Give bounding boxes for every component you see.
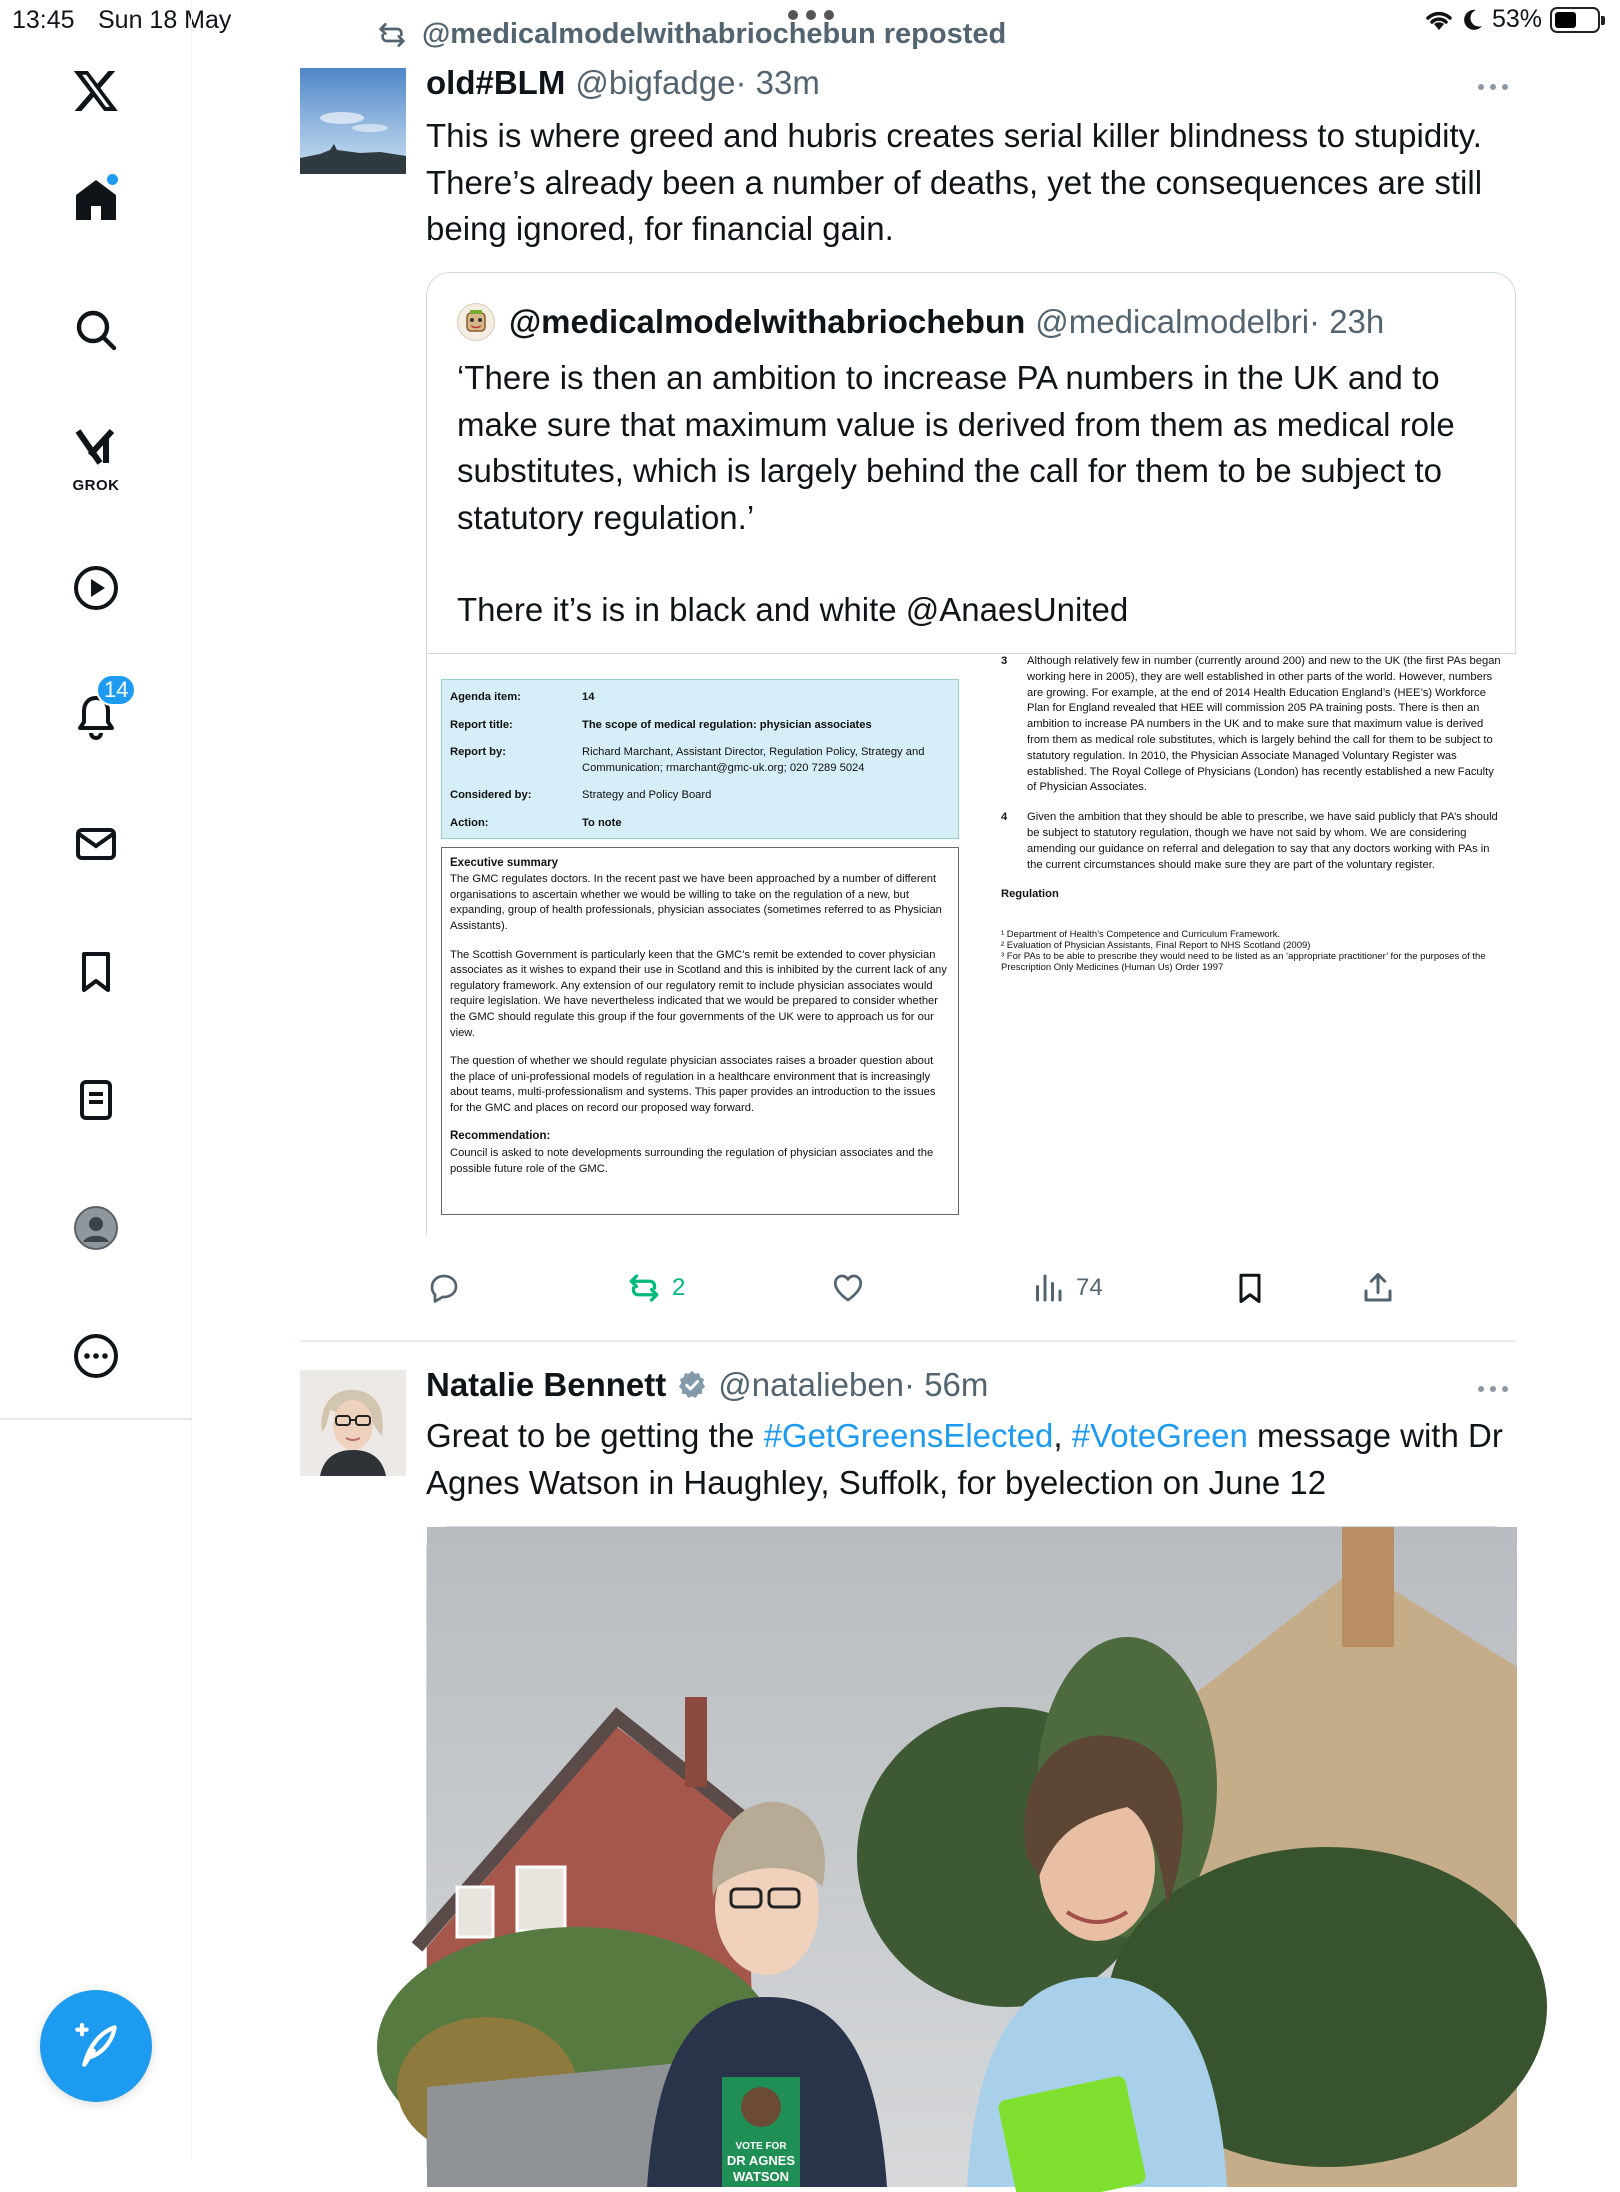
doc-meta-value: The scope of medical regulation: physician associates [582,718,872,731]
home-icon[interactable] [66,170,126,230]
doc-footnote: ³ For PAs to be able to prescribe they would need to be listed as an ‘appropriate practitioner’ for the purposes of the Prescription Only Medicines (Human Us) Order 1997 [1001,951,1486,974]
post-text-part: message with Dr Agnes Watson in Haughley, Suffolk, for byelection on June 12 [426,1417,1503,1501]
compose-post-icon [68,2018,124,2074]
reply-button[interactable] [426,1270,462,1306]
wifi-icon [1424,8,1454,32]
x-logo-icon[interactable] [66,60,126,120]
post-actions [426,1270,1426,1318]
moon-icon [1462,8,1484,32]
doc-meta-value: 14 [582,691,595,703]
grok-icon[interactable] [66,424,126,494]
doc-meta-key: Report by: [450,746,506,759]
notifications-bell-icon[interactable] [66,677,129,746]
doc-meta-key: Agenda item: [450,691,521,703]
hashtag-link[interactable]: #VoteGreen [1071,1417,1248,1454]
leaflet-text: WATSON [732,2169,790,2184]
doc-meta-key: Action: [450,816,489,829]
doc-summary-heading: Executive summary [450,856,559,869]
lists-icon[interactable] [66,1070,126,1130]
grok-label: GROK [72,477,120,494]
search-icon[interactable] [66,300,126,360]
post-text-part: , [1053,1417,1072,1454]
hashtag-link[interactable]: #GetGreensElected [763,1417,1054,1454]
document-page-right [1001,654,1501,973]
repost-button[interactable] [626,1270,685,1306]
doc-meta-key: Report title: [450,718,513,731]
status-date: Sun 18 May [98,6,232,34]
share-button[interactable] [1360,1270,1396,1306]
doc-summary-paragraph: The question of whether we should regulate physician associates raises a broader question about the place of uni-professional models of regulation in a healthcare environment that is increasingly about teams, multi-professionalism and systems. This paper provides an introduction to the issues for the GMC and places on record our proposed way forward. [450,1055,936,1114]
quoted-display-name[interactable]: @medicalmodelwithabriochebun [509,303,1026,340]
avatar[interactable] [300,1370,406,1476]
post-header [426,64,820,102]
doc-para-number: 4 [1001,811,1008,824]
user-handle[interactable]: @bigfadge [575,64,736,101]
doc-para-number: 3 [1001,655,1008,667]
document-page-left [441,679,959,1215]
doc-meta-value: To note [582,816,622,829]
document-image[interactable] [427,653,1517,1255]
compose-post-button[interactable] [40,1990,152,2102]
messages-envelope-icon[interactable] [66,814,126,874]
more-options-icon[interactable] [1478,1386,1508,1392]
views-count: 74 [1076,1274,1103,1301]
reply-icon [426,1270,462,1306]
display-name[interactable]: Natalie Bennett [426,1366,667,1403]
doc-footnote: ² Evaluation of Physician Assistants, Final Report to NHS Scotland (2009) [1001,940,1311,952]
quoted-post[interactable] [426,272,1516,1254]
repost-icon [376,19,408,51]
display-name[interactable]: old#BLM [426,64,566,101]
notification-count-badge: 14 [96,674,136,706]
sidebar-nav [0,0,192,2160]
heart-icon [830,1270,866,1306]
repost-banner-text: @medicalmodelwithabriochebun reposted [422,18,1007,50]
doc-footnote: ¹ Department of Health’s Competence and Curriculum Framework. [1001,929,1281,941]
doc-para-text: Although relatively few in number (currently around 200) and new to the UK (the first PAs began working here in 2005), they are well established in other parts of the world. However, numbers are growing. For example, at the end of 2014 Health Education England’s (HEE’s) Workforce Plan for England revealed that HEE will commission 205 PA training posts. There is then an ambition to increase PA numbers in the UK and to make sure that maximum value is derived from them as medical role substitutes, which is largely behind the call for them to be subject to statutory regulation. In 2010, the Physician Associate Managed Voluntary Register was established. The Royal College of Physicians (London) has recently established a new Faculty of Physician Associates. [1027,655,1501,794]
user-handle[interactable]: @natalieben [718,1366,905,1403]
quoted-handle[interactable]: @medicalmodelbri [1035,303,1310,340]
post-text [426,1413,1516,1506]
quoted-text-paragraph-2: There it’s is in black and white @AnaesUnited [457,591,1129,628]
document-executive-summary [441,847,959,1215]
share-icon [1360,1270,1396,1306]
leaflet-text: DR AGNES [726,2153,796,2168]
doc-recommendation-heading: Recommendation: [450,1130,551,1143]
post-divider [300,1340,1516,1342]
post-photo[interactable] [426,1526,1516,2186]
bookmark-icon [1232,1270,1268,1306]
bookmark-icon[interactable] [66,942,126,1002]
quoted-avatar [457,303,495,341]
video-play-icon[interactable] [66,558,126,618]
post-text: This is where greed and hubris creates serial killer blindness to stupidity. There’s already been a number of deaths, yet the consequences are still being ignored, for financial gain. [426,117,1483,247]
doc-summary-paragraph: The GMC regulates doctors. In the recent past we have been approached by a number of different organisations to ascertain whether we would be willing to take on the regulation of a new, but expanding, group of health professionals, physician associates (sometimes referred to as Physician Assistants). [450,873,942,932]
post-header [426,1366,988,1404]
unread-dot [107,174,118,185]
repost-icon [626,1270,662,1306]
quoted-text-paragraph-1: ‘There is then an ambition to increase PA numbers in the UK and to make sure that maximum value is derived from them as medical role substitutes, which is largely behind the call for them to be subject to statutory regulation.’ [457,359,1455,536]
views-chart-icon [1030,1270,1066,1306]
repost-banner[interactable] [376,18,1006,51]
avatar[interactable] [300,68,406,174]
doc-meta-value: Strategy and Policy Board [582,789,712,802]
doc-regulation-heading: Regulation [1001,888,1059,901]
repost-count: 2 [672,1274,686,1301]
document-meta-box [441,679,959,839]
doc-meta-key: Considered by: [450,789,532,802]
quoted-post-header [457,303,1384,341]
photo-two-women-canvassing [427,1527,1517,2187]
views-button[interactable] [1030,1270,1103,1306]
doc-recommendation-text: Council is asked to note developments surrounding the regulation of physician associates and the possible future role of the GMC. [450,1147,934,1175]
doc-meta-value: Richard Marchant, Assistant Director, Regulation Policy, Strategy and Communication; rmarchant@gmc-uk.org; 020 7289 5024 [582,746,925,774]
sidebar-divider [0,1418,192,1420]
more-circle-icon[interactable] [66,1326,126,1386]
post-time[interactable]: · 33m [735,64,820,101]
quoted-time[interactable]: · 23h [1309,303,1385,340]
leaflet-text: VOTE FOR [735,2141,787,2152]
verified-badge-icon [676,1369,708,1401]
profile-avatar-icon[interactable] [66,1198,126,1258]
status-indicators [1424,5,1600,34]
more-options-icon[interactable] [1478,84,1508,90]
doc-para-text: Given the ambition that they should be able to prescribe, we have said publicly that PA’s should be subject to statutory regulation, though we have not said by whom. We are considering amending our guidance on referral and delegation to say that any doctors working with PAs in the current circumstances should make sure they are part of the voluntary register. [1027,811,1498,871]
doc-summary-paragraph: The Scottish Government is particularly keen that the GMC’s remit be extended to cover physician associates as it wishes to expand their use in Scotland and this is inhibited by the current lack of any regulatory framework. Any extension of our regulatory remit to include physician associates would require legislation. We have nevertheless indicated that we would be prepared to consider whether the GMC should regulate this group if the four governments of the UK were to approach us for our view. [450,948,947,1039]
bookmark-button[interactable] [1232,1270,1268,1306]
post-time[interactable]: · 56m [904,1366,989,1403]
battery-percent: 53% [1491,5,1542,33]
like-button[interactable] [830,1270,866,1306]
status-time: 13:45 [12,6,75,34]
battery-icon [1550,7,1600,33]
post-text-part: Great to be getting the [426,1417,764,1454]
quoted-text [457,355,1487,634]
